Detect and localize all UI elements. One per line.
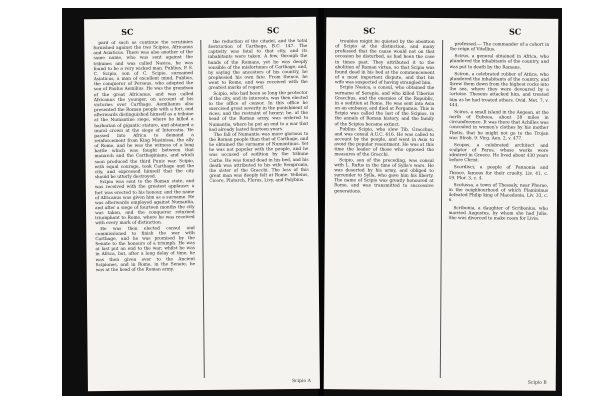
dictionary-entry: Scirus, a general obtained in Africa, who plundered the inhabitants of the country, and was put to death by the Romans. xyxy=(449,54,550,71)
dictionary-entry: Sciron, a celebrated robber of Attica, who plundered the inhabitants of the country, and threw them down from the highest rocks into the sea, where they were devoured by a tortoise. Theseus attacked him, and treated him as he had treated others. Ovid. Met. 7, v. 444. xyxy=(449,71,549,108)
right-page-catchword: Scipio B xyxy=(527,380,547,386)
paragraph: Scipio was sent to the Roman state, and was received with the greatest applause; a fort was erected to his honour, and the name of Africanus was given him as a surname. He was afterwards employed against Numantia, and after a siege of fourteen months the city was taken, and the conqueror returned triumphant to Rome, where he was received with every mark of distinction. xyxy=(94,179,195,227)
dictionary-entry: Sciros, a small island in the Aegean, at the north of Euboea, about 28 miles in circumference. It was there that Achilles was concealed in women's clothes by his mother Thetis, that he might not go to the Trojan war. Strab. 9. Virg. Aen. 2, v. 477. xyxy=(448,109,549,142)
dictionary-entry: Scordisci, a people of Pannonia and Thrace, famous for their cruelty. Liv. 41, c. 19. Flor. 3, c. 4. xyxy=(448,165,549,182)
paragraph: He was then elected consul and commissioned to finish the war with Carthage, and he was promised by the Senate to the honours of a triumph. He was at last put an end to the war; whilst he was in Africa, but, after a long delay of time, he was then given over to the Ancient Scipiones, and in Rome, in the Senate, he was at the head of the Roman army. xyxy=(95,225,196,273)
left-page-header xyxy=(93,25,307,41)
paragraph: Scipio, son of the preceding, was consul with L. Rufus in the time of Sylla's wars. He was deserted by his army, and obliged to surrender to Sylla, who gave him his liberty. The name of Scipio was greatly honoured at Rome, and was transmitted to successive generations. xyxy=(334,157,434,194)
paragraph: The fall of Numantia was more glorious to the Roman people than that of Carthage, and he obtained the surname of Numantinus. Yet he was not popular with the people, and he was accused of sedition by the tribune Carbo. He was found dead in his bed, and his death was attributed to his wife Sempronia, the sister of the Gracchi. The loss of this great man was deeply felt at Rome. Velleius, Cicero, Plutarch, Florus, Livy, and Polybius. xyxy=(208,131,309,185)
paragraph: pard of such as continue the scrutinies furnished against the two Scipios, Africanus and Asiaticus. There was also another of the same name, who was sent against the tribunes and was called Nasica, he was found to be a very wicked man. Publius, P. S. C. Scipio, son of C. Scipio, surnamed Asiaticus, a man of excellent mind, Publius, the conqueror of Perseus, who adopted the son of Paulus Aemilius. He was the grandson of the great Africanus, and was called Africanus the younger, on account of his victories over Carthage. Aemilianus also presented the Roman people with a fort, and afterwards distinguished himself as a tribune at the Numantine siege, where he killed a barbarian of gigantic stature, and obtained a mural crown at the siege of Intercatia. He passed into Africa to demand a reinforcement from King Masinissa, the ally of Rome, and he was the witness of a long battle which was fought between that monarch and the Carthaginians, and which soon produced the third Punic war. Scipio, with equal courage, took Carthage and the city, and expressed himself that the city should be utterly destroyed. xyxy=(93,40,195,181)
dictionary-entry: Scotussa, a town of Thessaly, near Pherae, in the neighbourhood of which Flamininus defeated Philip king of Macedonia. Liv. 33, c. 6. xyxy=(448,182,549,204)
column-rule xyxy=(439,40,442,378)
paragraph: troubles might be quieted by the abolition of Scipio at the distinction, and many professed that the cause would not on that occasion be disturbed, as had been the case in times past. They attributed it to the abolition of Roman virtue, so that Scipio was found dead in his bed at the commencement of a most important dispute, and that his wife was suspected of having strangled him. xyxy=(334,39,435,87)
left-column-1 xyxy=(93,40,196,379)
right-column-2 xyxy=(447,40,549,379)
left-page-catchword: Scipio A xyxy=(292,378,311,385)
open-book xyxy=(62,8,562,396)
right-header-right: SC xyxy=(509,26,522,37)
left-column-2 xyxy=(208,39,311,378)
left-page xyxy=(84,17,320,391)
left-header-left: SC xyxy=(121,26,134,37)
paragraph: Scipio, who had been so long the protector of the city, and its interests, was then elected to the office of censor. In this office he exercised great severity in the punishment of vices, and the restraint of luxury; he, at the head of the Roman army, was ordered to Numantia, where he put an end to a war that had already lasted fourteen years. xyxy=(208,90,309,133)
left-header-right: SC xyxy=(266,25,280,36)
dictionary-entry: professed.— The commander of a cohort in the reign of Vitellius. xyxy=(449,42,550,53)
paragraph: Publius Scipio, who slew Tib. Gracchus, and was consul A.U.C. 616. He was called to account by the people, and went in Asia to avoid the popular resentment. He was at this time the leader of those who opposed the measures of the Gracchi. xyxy=(334,126,435,159)
right-column-1 xyxy=(333,39,435,378)
right-page xyxy=(324,17,559,391)
paragraph: the reduction of the citadel, and the total destruction of Carthage, B.C. 147. The captivity was fatal to that city, and its inhabitants were taken. A few, through the hands of the Romans, yet he was deeply sensible of the misfortunes of Carthage, and, by saying the ancestors of his country, he prophesied his own fate. From thence, he went to Rome, and was received with the greatest marks of regard. xyxy=(207,38,308,92)
dictionary-entry: Scribonia, a daughter of Scribonius, who married Augustus, by whom she had Julia. She was divorced to make room for Livia. xyxy=(448,205,548,222)
right-header-left: SC xyxy=(363,25,376,36)
paragraph: Scipio Nasica, a consul, who obtained the surname of Serapio, and who killed Tiberius Gracchus, and the enemies of the Republic, in a sedition at Rome. He was sent into Asia on an embassy, and died at Pergamus. This is Scipio was called the last of the Scipios, in the annals of Roman history, and the family of the Scipios became extinct. xyxy=(334,85,435,128)
column-rule xyxy=(200,40,205,378)
right-page-columns xyxy=(333,39,549,378)
left-page-columns xyxy=(93,39,311,379)
dictionary-entry: Scopas, a celebrated architect and sculptor of Paros, whose works were admired in Greece. He lived about 430 years before Christ. xyxy=(448,142,549,164)
right-page-header xyxy=(335,25,549,40)
